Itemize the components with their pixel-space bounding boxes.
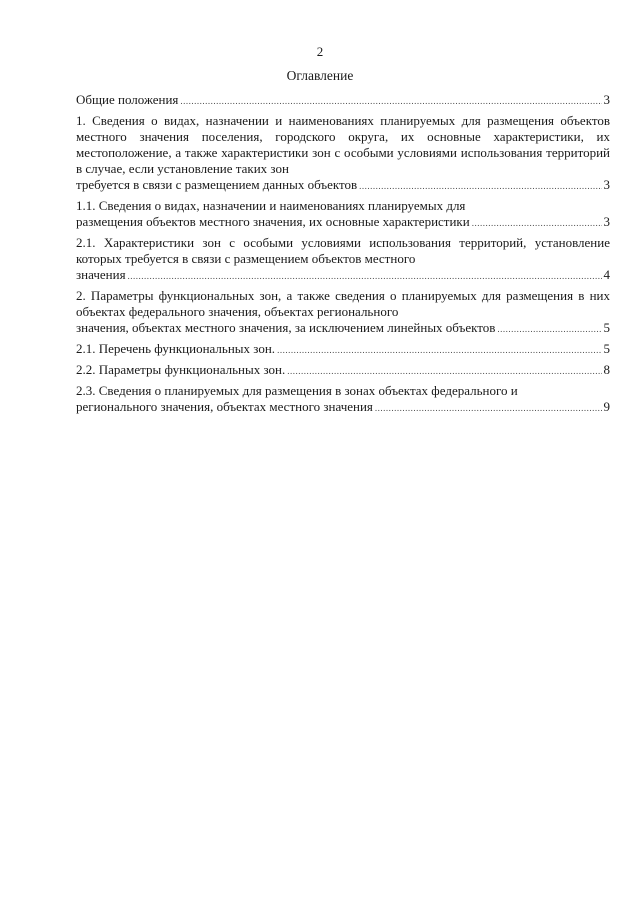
toc-entry-title-lines: 2. Параметры функциональных зон, а также сведения о планируемых для размещения в них объектах федерального значения, объектах регионального: [76, 288, 610, 319]
toc-entry-section-2-1-zones[interactable]: [76, 235, 610, 284]
toc-entry-title: регионального значения, объектах местного значения: [76, 399, 373, 414]
toc-entry-section-2-3[interactable]: [76, 383, 610, 416]
toc-entry-title-lines: 2.3. Сведения о планируемых для размещения в зонах объектах федерального и: [76, 383, 518, 398]
toc-entry-title: Общие положения: [76, 92, 179, 107]
toc-entry-page: 9: [603, 399, 610, 414]
toc-entry-section-2[interactable]: [76, 288, 610, 337]
dot-leader: [497, 321, 601, 337]
toc-entry-page: 5: [603, 320, 610, 335]
toc-entry-line: [76, 267, 610, 284]
toc-entry-title: значения, объектах местного значения, за исключением линейных объектов: [76, 320, 496, 335]
toc-title: Оглавление: [286, 68, 354, 83]
toc-entry-line: [76, 214, 610, 231]
dot-leader: [287, 363, 601, 379]
toc-entry-line: [76, 320, 610, 337]
toc-entry-section-1-1[interactable]: [76, 198, 610, 231]
toc-entry-line: [76, 341, 610, 358]
toc-entry-page: 3: [603, 92, 610, 107]
dot-leader: [359, 178, 601, 194]
toc-entry-line: [76, 362, 610, 379]
toc-entry-section-2-1[interactable]: [76, 341, 610, 358]
toc-entry-general[interactable]: [76, 92, 610, 109]
dot-leader: [277, 342, 601, 358]
dot-leader: [375, 400, 602, 416]
toc-entry-title: размещения объектов местного значения, их основные характеристики: [76, 214, 470, 229]
toc-entry-title-lines: 2.1. Характеристики зон с особыми условиями использования территорий, установление которых требуется в связи с размещением объектов местного: [76, 235, 610, 266]
toc-entry-line: [76, 399, 610, 416]
toc-entry-page: 4: [603, 267, 610, 282]
toc-entry-section-1[interactable]: [76, 113, 610, 194]
dot-leader: [128, 268, 602, 284]
toc-entry-title: 2.2. Параметры функциональных зон.: [76, 362, 286, 377]
dot-leader: [180, 93, 601, 109]
toc-entry-title: 2.1. Перечень функциональных зон.: [76, 341, 276, 356]
toc-entry-section-2-2[interactable]: [76, 362, 610, 379]
toc-entry-title-lines: 1. Сведения о видах, назначении и наименованиях планируемых для размещения объектов местного значения поселения, городского округа, их основные характеристики, их местоположение, а также характеристики зон с особыми условиями использования территорий в случае, если установление таких зон: [76, 113, 610, 176]
dot-leader: [472, 215, 602, 231]
toc-entry-page: 5: [603, 341, 610, 356]
toc-entry-page: 3: [603, 214, 610, 229]
toc-entry-page: 8: [603, 362, 610, 377]
toc-entry-page: 3: [603, 177, 610, 192]
toc-entry-title: значения: [76, 267, 126, 282]
table-of-contents: [76, 92, 610, 420]
toc-entry-title: требуется в связи с размещением данных объектов: [76, 177, 358, 192]
toc-entry-title-lines: 1.1. Сведения о видах, назначении и наименованиях планируемых для: [76, 198, 466, 213]
toc-entry-line: [76, 177, 610, 194]
toc-entry-line: [76, 92, 610, 109]
page-number: 2: [316, 44, 324, 59]
